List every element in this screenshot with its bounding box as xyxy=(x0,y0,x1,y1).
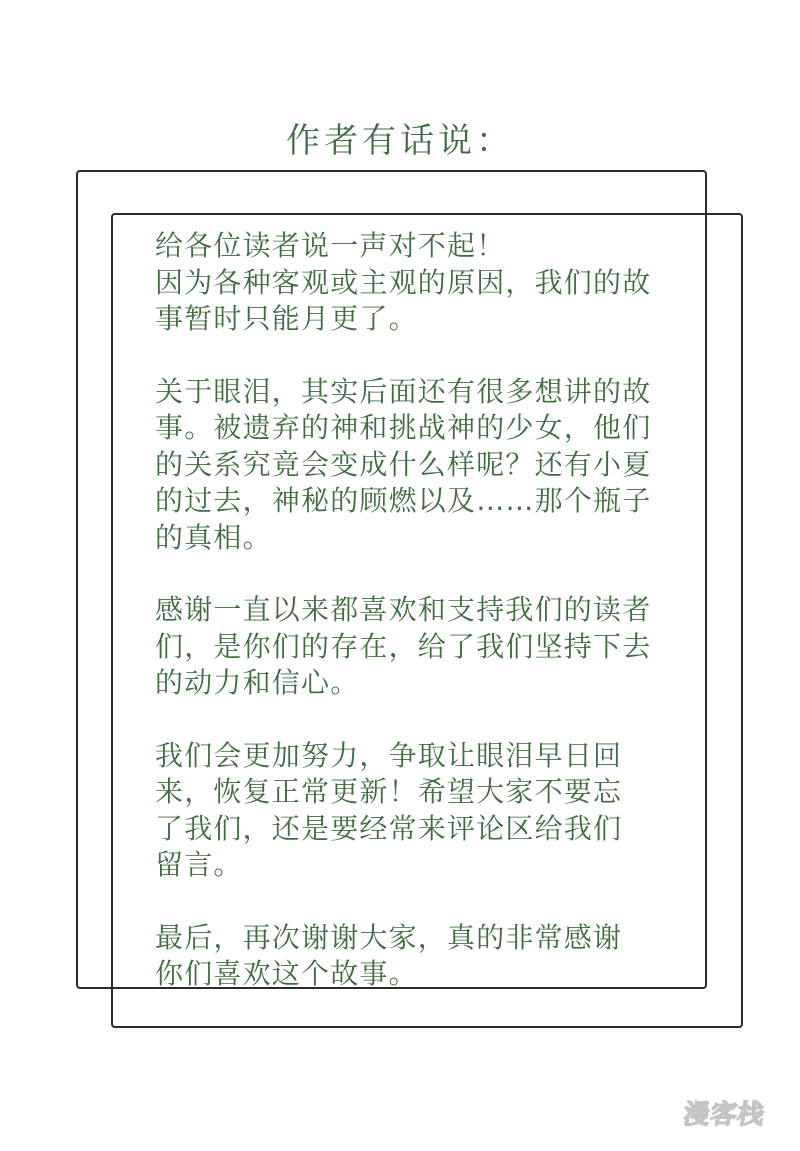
author-note xyxy=(155,228,700,993)
note-paragraph-closing: 最后，再次谢谢大家，真的非常感谢 你们喜欢这个故事。 xyxy=(155,920,623,990)
note-paragraph-promise: 我们会更加努力，争取让眼泪早日回 来，恢复正常更新！希望大家不要忘 了我们，还是要经常来评论区给我们 留言。 xyxy=(155,738,623,881)
watermark-logo: 漫客栈 xyxy=(681,1100,767,1130)
page-title: 作者有话说： xyxy=(286,121,514,161)
note-paragraph-apology: 给各位读者说一声对不起！ 因为各种客观或主观的原因，我们的故 事暂时只能月更了。 xyxy=(155,229,652,335)
note-paragraph-thanks: 感谢一直以来都喜欢和支持我们的读者 们，是你们的存在，给了我们坚持下去 的动力和信心。 xyxy=(155,593,652,699)
note-paragraph-story: 关于眼泪，其实后面还有很多想讲的故 事。被遗弃的神和挑战神的少女，他们 的关系究竟会变成什么样呢？还有小夏 的过去，神秘的顾燃以及……那个瓶子 的真相。 xyxy=(155,374,652,554)
